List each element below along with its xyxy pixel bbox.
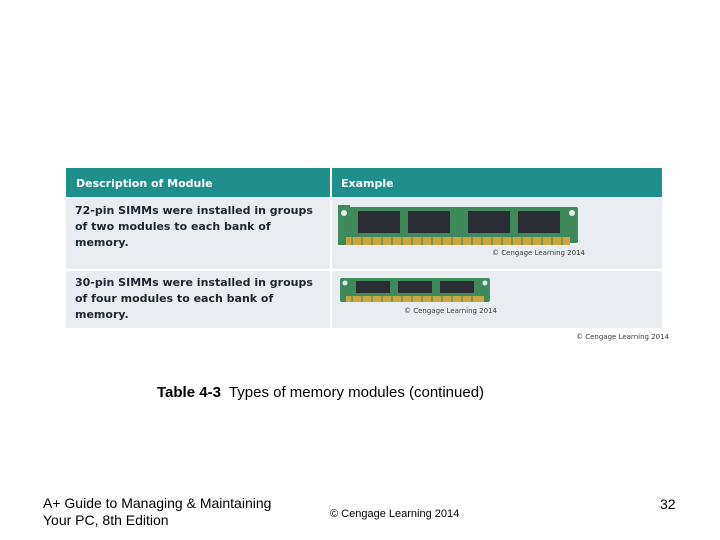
simm-30pin-image [340, 276, 490, 304]
page-number: 32 [660, 496, 676, 512]
simm-30pin-credit: © Cengage Learning 2014 [404, 307, 497, 315]
table-header [66, 168, 662, 197]
table-credit: © Cengage Learning 2014 [576, 333, 669, 341]
book-title-line2: Your PC, 8th Edition [43, 512, 169, 528]
row-divider [66, 269, 662, 271]
caption-label: Table 4-3 [157, 384, 221, 401]
header-example: Example [341, 177, 394, 190]
row-30pin-description: 30-pin SIMMs were installed in groups of four modules to each bank of memory. [75, 276, 313, 321]
book-title-line1: A+ Guide to Managing & Maintaining [43, 495, 272, 511]
simm-72pin-credit: © Cengage Learning 2014 [492, 249, 585, 257]
row-72pin-description: 72-pin SIMMs were installed in groups of two modules to each bank of memory. [75, 204, 313, 249]
header-description: Description of Module [76, 177, 213, 190]
footer-copyright: © Cengage Learning 2014 [330, 508, 460, 520]
caption-text: Types of memory modules (continued) [228, 384, 485, 401]
column-divider [330, 168, 332, 328]
table-caption [157, 384, 484, 401]
memory-modules-table [66, 168, 662, 328]
footer-book-title [43, 495, 303, 529]
simm-72pin-image [338, 205, 578, 247]
